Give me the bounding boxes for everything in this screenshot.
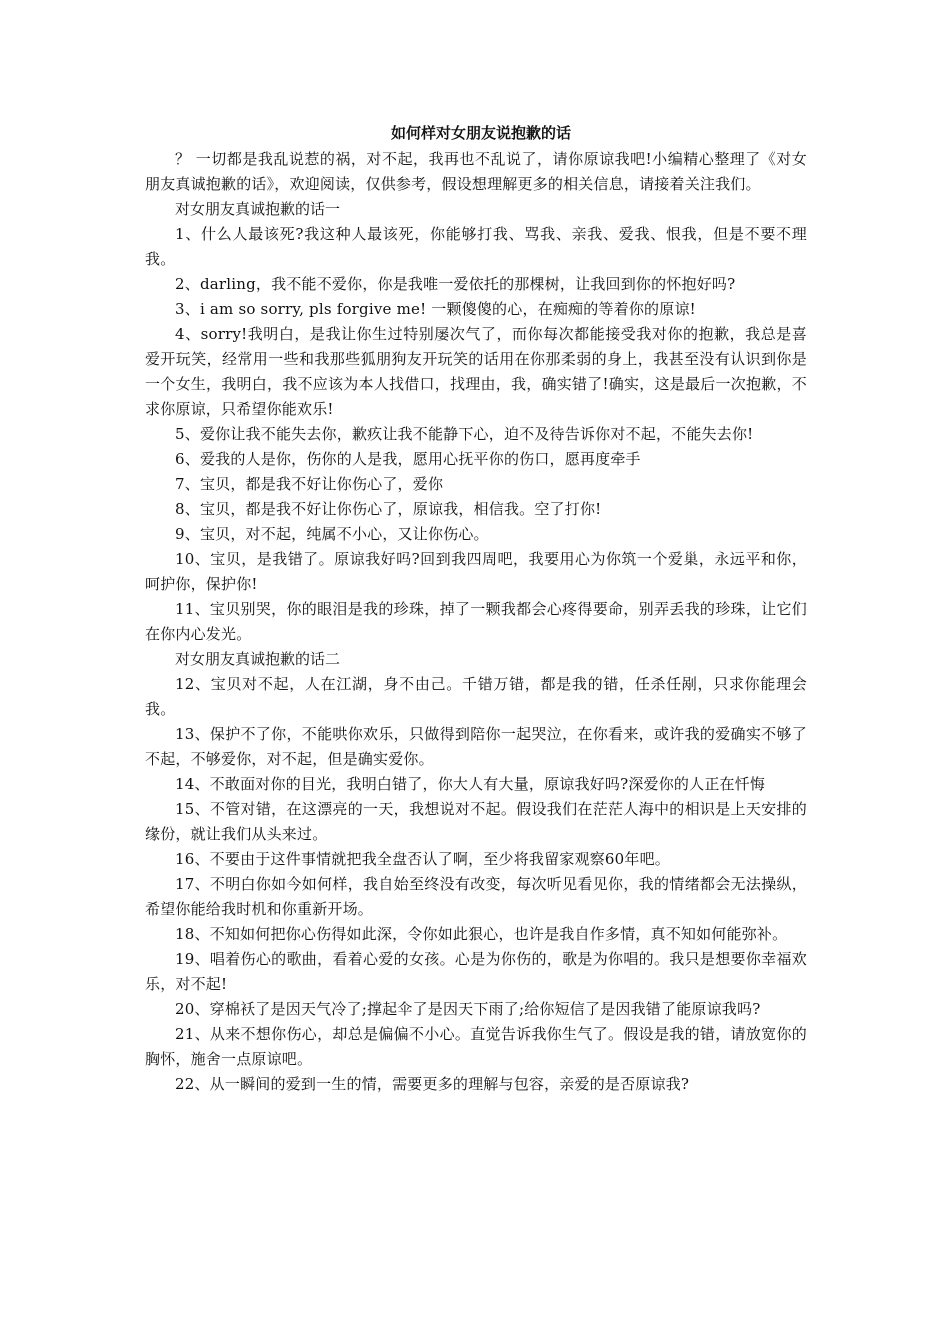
list-item: 13、保护不了你，不能哄你欢乐，只做得到陪你一起哭泣，在你看来，或许我的爱确实不够了不起，不够爱你，对不起，但是确实爱你。 xyxy=(145,725,807,768)
list-item: 22、从一瞬间的爱到一生的情，需要更多的理解与包容，亲爱的是否原谅我? xyxy=(175,1075,690,1093)
list-item: 6、爱我的人是你，伤你的人是我，愿用心抚平你的伤口，愿再度牵手 xyxy=(175,450,641,468)
list-item: 11、宝贝别哭，你的眼泪是我的珍珠，掉了一颗我都会心疼得要命，别弄丢我的珍珠，让它们在你内心发光。 xyxy=(145,600,807,643)
intro-paragraph: ？ 一切都是我乱说惹的祸，对不起，我再也不乱说了，请你原谅我吧!小编精心整理了《对女朋友真诚抱歉的话》，欢迎阅读，仅供参考，假设想理解更多的相关信息，请接着关注我们。 xyxy=(145,150,807,193)
list-item: 3、i am so sorry, pls forgive me! 一颗傻傻的心，在痴痴的等着你的原谅! xyxy=(175,300,696,318)
document-title: 如何样对女朋友说抱歉的话 xyxy=(390,124,571,142)
list-item: 17、不明白你如今如何样，我自始至终没有改变，每次听见看见你，我的情绪都会无法操纵，希望你能给我时机和你重新开场。 xyxy=(145,875,807,918)
list-item: 10、宝贝，是我错了。原谅我好吗?回到我四周吧，我要用心为你筑一个爱巢，永远平和你，呵护你，保护你! xyxy=(145,550,807,593)
list-item: 5、爱你让我不能失去你，歉疚让我不能静下心，迫不及待告诉你对不起，不能失去你! xyxy=(175,425,754,443)
list-item: 20、穿棉袄了是因天气冷了;撑起伞了是因天下雨了;给你短信了是因我错了能原谅我吗? xyxy=(175,1000,761,1018)
list-item: 2、darling，我不能不爱你，你是我唯一爱依托的那棵树，让我回到你的怀抱好吗? xyxy=(175,275,736,293)
list-item: 9、宝贝，对不起，纯属不小心，又让你伤心。 xyxy=(175,525,489,543)
list-item: 14、不敢面对你的目光，我明白错了，你大人有大量，原谅我好吗?深爱你的人正在忏悔 xyxy=(175,775,766,793)
list-item: 1、什么人最该死?我这种人最该死，你能够打我、骂我、亲我、爱我、恨我，但是不要不理我。 xyxy=(145,225,807,268)
list-item: 19、唱着伤心的歌曲，看着心爱的女孩。心是为你伤的，歌是为你唱的。我只是想要你幸福欢乐，对不起! xyxy=(145,950,807,993)
list-item: 15、不管对错，在这漂亮的一天，我想说对不起。假设我们在茫茫人海中的相识是上天安排的缘份，就让我们从头来过。 xyxy=(145,800,807,843)
document-page xyxy=(145,122,807,1097)
list-item: 18、不知如何把你心伤得如此深，令你如此狠心，也许是我自作多情，真不知如何能弥补。 xyxy=(175,925,788,943)
section-heading-1: 对女朋友真诚抱歉的话一 xyxy=(175,200,341,218)
list-item: 7、宝贝，都是我不好让你伤心了，爱你 xyxy=(175,475,444,493)
list-item: 8、宝贝，都是我不好让你伤心了，原谅我，相信我。空了打你! xyxy=(175,500,602,518)
list-item: 4、sorry!我明白，是我让你生过特别屡次气了，而你每次都能接受我对你的抱歉，我总是喜爱开玩笑，经常用一些和我那些狐朋狗友开玩笑的话用在你那柔弱的身上，我甚至没有认识到你是一个女生，我明白，我不应该为本人找借口，找理由，我，确实错了!确实，这是最后一次抱歉，不求你原谅，只希望你能欢乐! xyxy=(145,325,807,418)
list-item: 21、从来不想你伤心，却总是偏偏不小心。直觉告诉我你生气了。假设是我的错，请放宽你的胸怀，施舍一点原谅吧。 xyxy=(145,1025,807,1068)
section-heading-2: 对女朋友真诚抱歉的话二 xyxy=(175,650,341,668)
list-item: 16、不要由于这件事情就把我全盘否认了啊，至少将我留家观察60年吧。 xyxy=(175,850,670,868)
list-item: 12、宝贝对不起，人在江湖，身不由己。千错万错，都是我的错，任杀任剐，只求你能理会我。 xyxy=(145,675,807,718)
